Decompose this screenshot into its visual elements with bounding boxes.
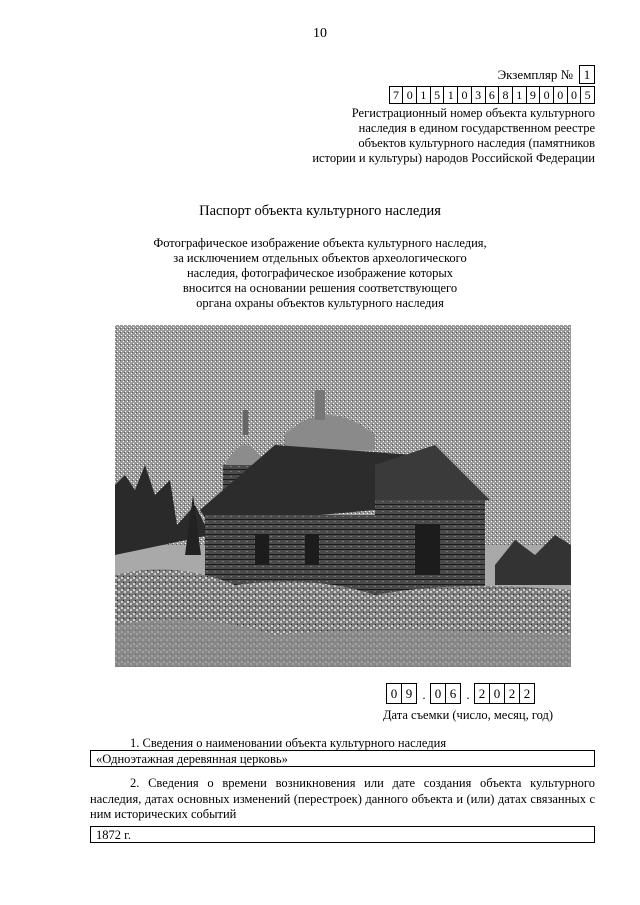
registration-digit: 1: [416, 86, 431, 104]
date-digit: 9: [401, 683, 417, 704]
photo-caption: [0, 236, 640, 311]
registration-digit: 0: [457, 86, 472, 104]
page-number: 10: [313, 26, 327, 41]
registration-caption-line: Регистрационный номер объекта культурного: [351, 106, 595, 120]
registration-digit: 8: [498, 86, 513, 104]
photo-date-cells: [387, 683, 535, 704]
registration-digit: 9: [526, 86, 541, 104]
church-photo: [115, 325, 571, 667]
copy-label: Экземпляр №: [497, 66, 573, 82]
photo-caption-line: Фотографическое изображение объекта культурного наследия,: [153, 236, 487, 250]
registration-digit: 5: [430, 86, 445, 104]
document-title: Паспорт объекта культурного наследия: [199, 203, 441, 219]
photo-caption-line: вносится на основании решения соответствующего: [182, 281, 458, 295]
registration-number: [390, 86, 595, 104]
date-digit: 2: [504, 683, 520, 704]
photo-caption-line: органа охраны объектов культурного наследия: [196, 296, 444, 310]
date-digit: 2: [519, 683, 535, 704]
date-digit: 6: [445, 683, 461, 704]
date-digit: 0: [430, 683, 446, 704]
date-digit: 2: [474, 683, 490, 704]
section1-value: «Одноэтажная деревянная церковь»: [90, 750, 595, 767]
registration-caption: [275, 106, 595, 166]
registration-caption-line: наследия в едином государственном реестре: [358, 121, 595, 135]
date-digit: 0: [489, 683, 505, 704]
date-digit: 0: [386, 683, 402, 704]
date-separator: .: [466, 687, 470, 702]
copy-number-box: 1: [579, 65, 595, 84]
date-separator: .: [422, 687, 426, 702]
registration-digit: 1: [512, 86, 527, 104]
registration-digit: 0: [402, 86, 417, 104]
section2-value: 1872 г.: [90, 826, 595, 843]
registration-caption-line: истории и культуры) народов Российской Федерации: [312, 151, 595, 165]
photo-caption-line: за исключением отдельных объектов археологического: [173, 251, 467, 265]
registration-digit: 0: [553, 86, 568, 104]
registration-caption-line: объектов культурного наследия (памятников: [358, 136, 595, 150]
registration-digit: 0: [539, 86, 554, 104]
section1-heading: 1. Сведения о наименовании объекта культурного наследия: [130, 736, 447, 750]
registration-digit: 7: [389, 86, 404, 104]
copy-number-row: [498, 65, 595, 84]
photo-caption-line: наследия, фотографическое изображение которых: [186, 266, 454, 280]
registration-digit: 5: [580, 86, 595, 104]
section2-heading: 2. Сведения о времени возникновения или дате создания объекта культурного наследия, датах основных изменений (перестроек) данного объекта и (или) датах связанных с ним исторических событий: [90, 776, 595, 821]
registration-digit: 1: [443, 86, 458, 104]
registration-digit: 6: [485, 86, 500, 104]
photo-date-caption: Дата съемки (число, месяц, год): [383, 708, 554, 722]
registration-digit: 0: [567, 86, 582, 104]
registration-digit: 3: [471, 86, 486, 104]
